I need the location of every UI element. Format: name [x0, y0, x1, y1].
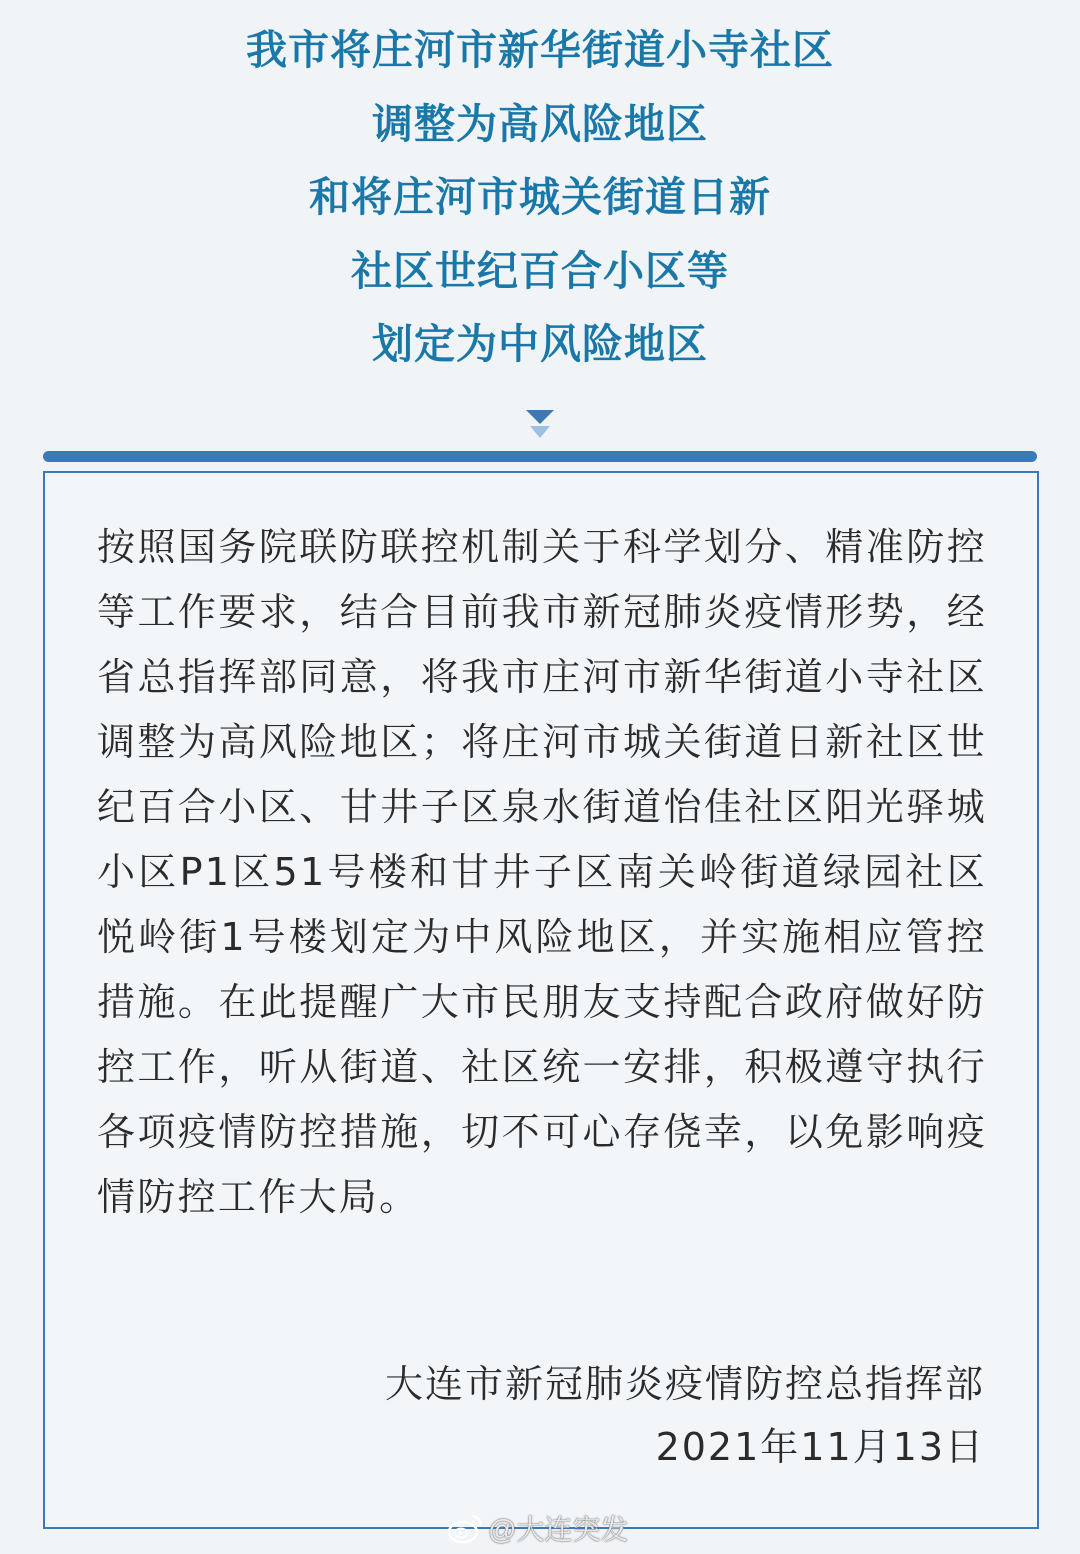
headline — [0, 14, 1080, 382]
notice-body: 按照国务院联防联控机制关于科学划分、精准防控等工作要求，结合目前我市新冠肺炎疫情形势，经省总指挥部同意，将我市庄河市新华街道小寺社区调整为高风险地区；将庄河市城关街道日新社区世纪百合小区、甘井子区泉水街道怡佳社区阳光驿城小区P1区51号楼和甘井子区南关岭街道绿园社区悦岭街1号楼划定为中风险地区，并实施相应管控措施。在此提醒广大市民朋友支持配合政府做好防控工作，听从街道、社区统一安排，积极遵守执行各项疫情防控措施，切不可心存侥幸，以免影响疫情防控工作大局。 — [97, 525, 987, 1219]
issuer-name: 大连市新冠肺炎疫情防控总指挥部 — [384, 1362, 985, 1406]
watermark-text: @大连突发 — [488, 1514, 629, 1545]
watermark — [446, 1508, 628, 1548]
headline-line-1: 我市将庄河市新华街道小寺社区 — [246, 26, 834, 74]
headline-line-3: 和将庄河市城关街道日新 — [309, 173, 771, 221]
headline-line-5: 划定为中风险地区 — [372, 320, 708, 368]
issue-date: 2021年11月13日 — [655, 1425, 985, 1469]
headline-line-2: 调整为高风险地区 — [372, 99, 708, 148]
notice-panel — [43, 471, 1039, 1529]
double-chevron-down-icon — [524, 406, 556, 442]
weibo-logo-icon — [446, 1512, 484, 1544]
divider-bar — [43, 451, 1037, 462]
signature-block — [385, 1353, 985, 1479]
headline-line-4: 社区世纪百合小区等 — [351, 246, 729, 295]
